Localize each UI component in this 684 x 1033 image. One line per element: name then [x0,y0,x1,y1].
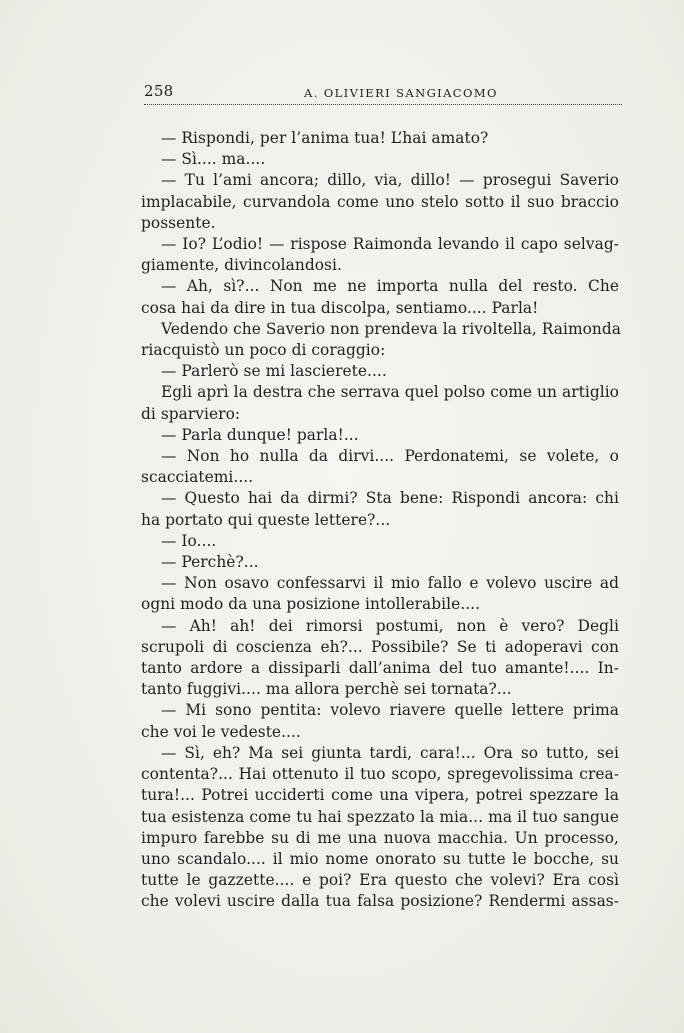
text-line: tutte le gazzette.... e poi? Era questo che volevi? Era così [141,871,619,890]
body-text [141,128,622,913]
text-line: giamente, divincolandosi. [141,256,342,275]
text-line: che voi le vedeste.... [141,722,301,741]
text-line: — Ah! ah! dei rimorsi postumi, non è vero? Degli [161,616,619,635]
text-line: cosa hai da dire in tua discolpa, sentiamo.... Parla! [141,298,539,317]
text-line: — Perchè?... [161,553,259,572]
text-line: riacquistò un poco di coraggio: [141,341,386,360]
text-line: tanto fuggivi.... ma allora perchè sei tornata?... [141,680,512,699]
text-line: — Parla dunque! parla!... [161,425,359,444]
text-line: — Parlerò se mi lascierete.... [161,362,387,381]
text-line: — Sì.... ma.... [161,150,266,169]
text-line: ha portato qui queste lettere?... [141,510,391,529]
text-line: contenta?... Hai ottenuto il tuo scopo, spregevolissima crea- [141,765,619,784]
text-line: Vedendo che Saverio non prendeva la rivoltella, Raimonda [161,319,622,338]
text-line: — Rispondi, per l’anima tua! L’hai amato? [161,129,489,147]
text-line: — Questo hai da dirmi? Sta bene: Rispondi ancora: chi [161,489,619,508]
text-line: — Io.... [161,531,217,550]
page-header [144,82,622,110]
text-line: tua esistenza come tu hai spezzato la mia... ma il tuo sangue [141,807,619,826]
text-line: — Tu l’ami ancora; dillo, via, dillo! — prosegui Saverio [161,171,619,190]
text-line: ogni modo da una posizione intollerabile.... [141,595,481,614]
running-head: A. OLIVIERI SANGIACOMO [304,86,498,100]
text-line: possente. [141,213,216,232]
text-line: tanto ardore a dissiparli dall’anima del tuo amante!.... In- [141,659,619,678]
page-number: 258 [144,82,174,100]
text-line: impuro farebbe su di me una nuova macchia. Un processo, [141,828,619,847]
text-line: — Non osavo confessarvi il mio fallo e volevo uscire ad [161,574,619,593]
text-line: di sparviero: [141,404,241,423]
text-line: uno scandalo.... il mio nome onorato su tutte le bocche, su [141,849,619,868]
text-line: — Io? L’odio! — rispose Raimonda levando il capo selvag- [161,235,619,254]
header-rule [144,104,622,105]
text-line: scacciatemi.... [141,468,254,487]
text-line: — Mi sono pentita: volevo riavere quelle lettere prima [161,701,619,720]
text-line: Egli aprì la destra che serrava quel polso come un artiglio [161,383,619,402]
text-line: — Sì, eh? Ma sei giunta tardi, cara!... Ora so tutto, sei [161,743,619,762]
text-line: che volevi uscire dalla tua falsa posizione? Rendermi assas- [141,892,619,911]
text-line: — Ah, sì?... Non me ne importa nulla del resto. Che [161,277,619,296]
text-line: tura!... Potrei ucciderti come una vipera, potrei spezzare la [141,786,619,805]
text-line: scrupoli di coscienza eh?... Possibile? Se ti adoperavi con [141,637,619,656]
text-line: — Non ho nulla da dirvi.... Perdonatemi, se volete, o [161,447,619,466]
text-line: implacabile, curvandola come uno stelo sotto il suo braccio [141,192,619,211]
